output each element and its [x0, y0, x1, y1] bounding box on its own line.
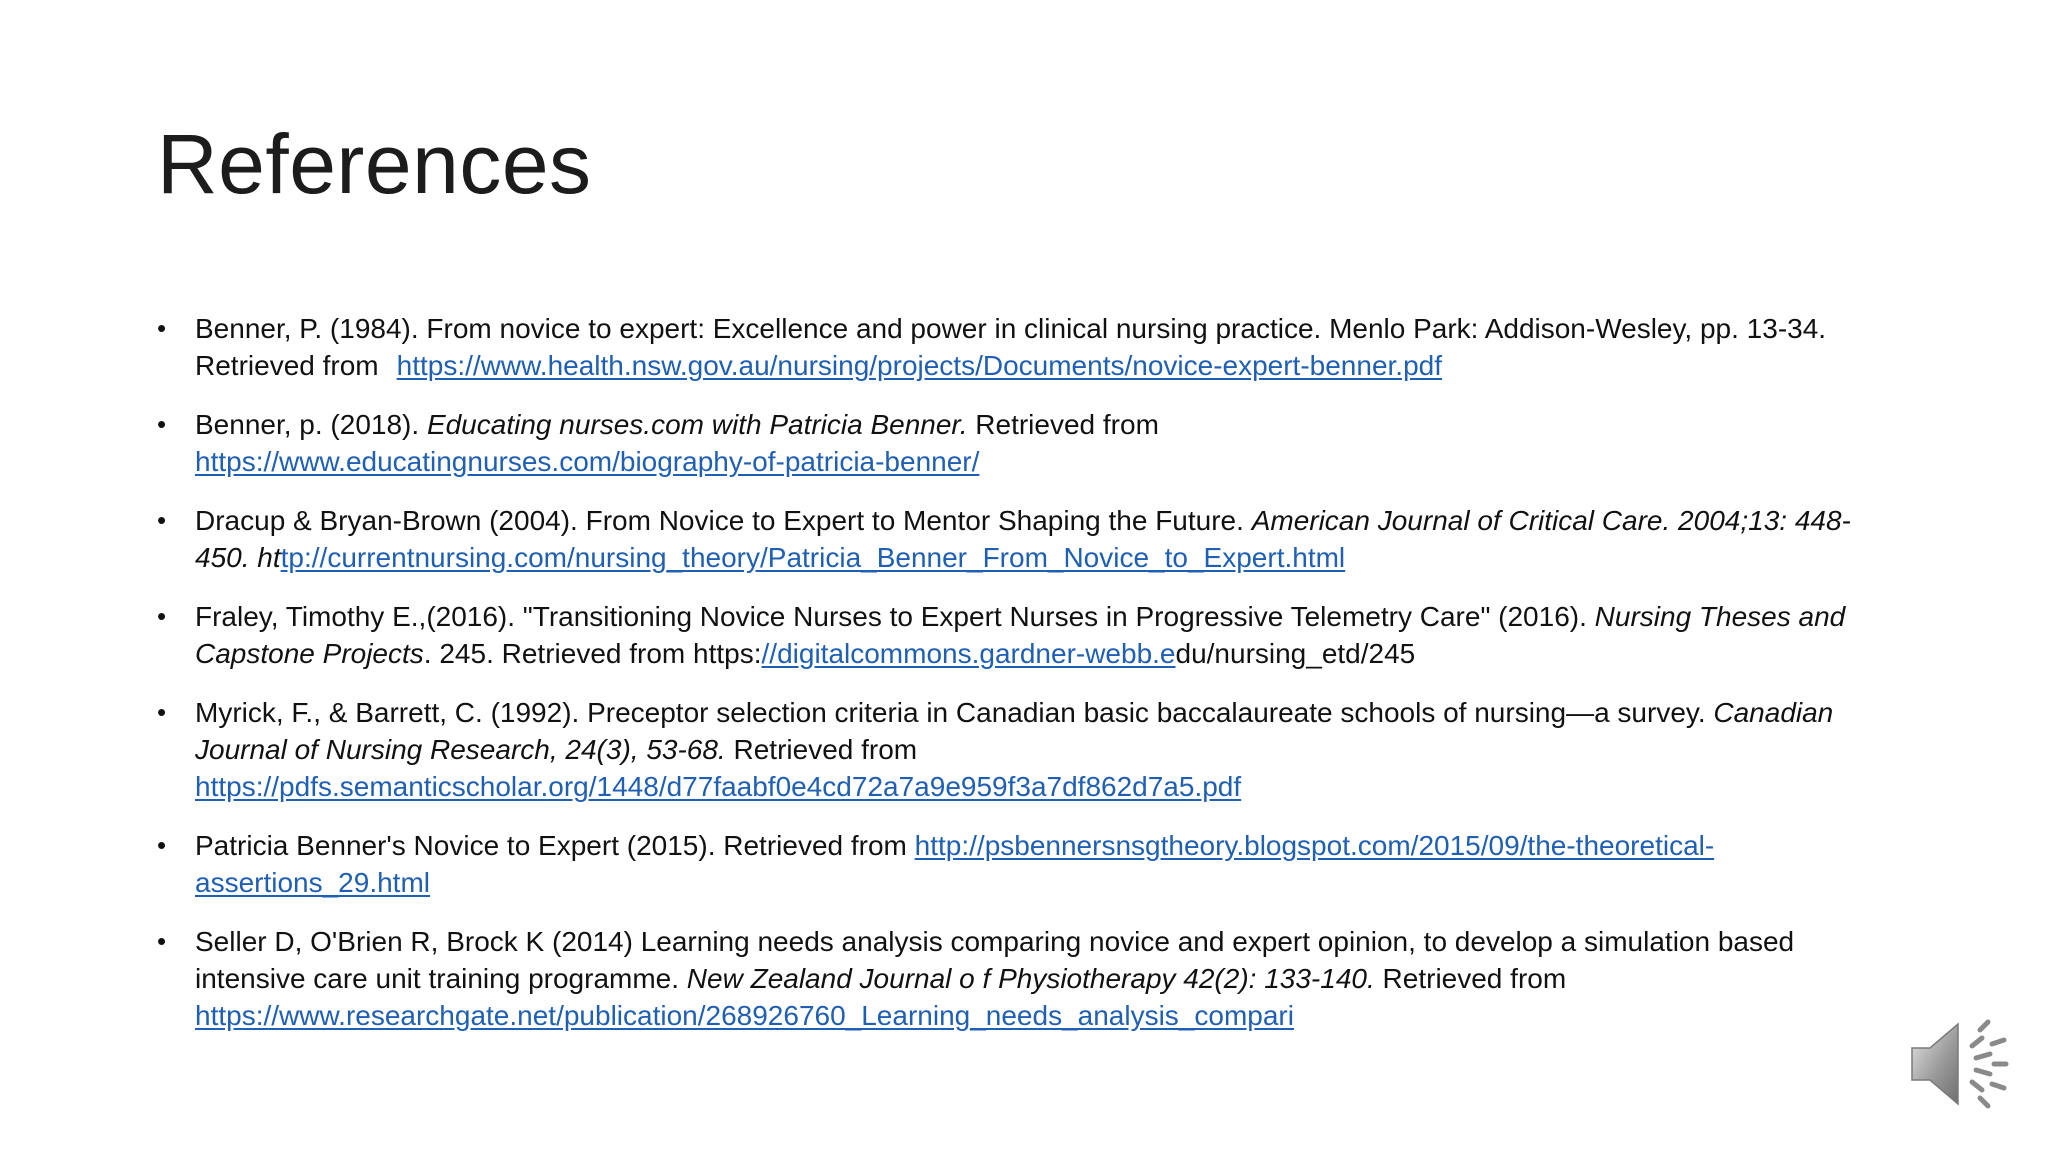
reference-text: Myrick, F., & Barrett, C. (1992). Preceptor selection criteria in Canadian basic baccalaureate schools of nursing—a survey.	[195, 697, 1714, 728]
reference-item-benner-2018	[157, 406, 1897, 480]
bullet-icon: •	[157, 830, 167, 860]
reference-text: Benner, p. (2018).	[195, 409, 427, 440]
reference-text: Fraley, Timothy E.,(2016). "Transitioning Novice Nurses to Expert Nurses in Progressive Telemetry Care" (2016).	[195, 601, 1595, 632]
bullet-icon: •	[157, 409, 167, 439]
reference-item-fraley-2016	[157, 598, 1897, 672]
reference-item-benner-2015	[157, 827, 1897, 901]
audio-speaker-button[interactable]	[1906, 1016, 2010, 1112]
reference-link[interactable]: https://www.health.nsw.gov.au/nursing/projects/Documents/novice-expert-benner.pdf	[396, 350, 1443, 381]
reference-italic-text: Educating nurses.com with Patricia Benner.	[426, 409, 968, 440]
reference-link[interactable]: http://psbennersnsgtheory.blogspot.com/2015/09/the-theoretical-assertions_29.html	[195, 830, 1715, 898]
bullet-icon: •	[157, 697, 167, 727]
reference-link[interactable]: https://www.researchgate.net/publication/268926760_Learning_needs_analysis_compari	[195, 1000, 1294, 1031]
reference-text: Benner, P. (1984). From novice to expert: Excellence and power in clinical nursing practice. Menlo Park: Addison-Wesley, pp. 13-34. Retrieved from	[195, 313, 1827, 381]
reference-link[interactable]: //digitalcommons.gardner-webb.e	[761, 638, 1176, 669]
reference-text-mid: Retrieved from	[725, 734, 918, 765]
reference-item-myrick-1992	[157, 694, 1897, 805]
reference-item-seller-2014	[157, 923, 1897, 1034]
reference-text: Dracup & Bryan-Brown (2004). From Novice to Expert to Mentor Shaping the Future.	[195, 505, 1252, 536]
reference-text-mid: Retrieved from	[967, 409, 1159, 440]
reference-text: Seller D, O'Brien R, Brock K (2014) Learning needs analysis comparing novice and expert opinion, to develop a simulation based intensive care unit training programme.	[195, 926, 1795, 994]
page-title: References	[157, 117, 592, 211]
reference-italic-text: American Journal of Critical Care. 2004;13: 448-450. ht	[195, 505, 1851, 573]
bullet-icon: •	[157, 601, 167, 631]
reference-text-mid: Retrieved from	[1374, 963, 1567, 994]
reference-link[interactable]: tp://currentnursing.com/nursing_theory/Patricia_Benner_From_Novice_to_Expert.html	[280, 542, 1346, 573]
bullet-icon: •	[157, 505, 167, 535]
reference-item-benner-1984	[157, 310, 1897, 384]
reference-item-dracup-2004	[157, 502, 1897, 576]
bullet-icon: •	[157, 926, 167, 956]
reference-italic-text: New Zealand Journal o f Physiotherapy 42(2): 133-140.	[686, 963, 1375, 994]
reference-link[interactable]: https://www.educatingnurses.com/biography-of-patricia-benner/	[195, 446, 980, 477]
reference-text-tail: du/nursing_etd/245	[1175, 638, 1416, 669]
reference-text: Patricia Benner's Novice to Expert (2015). Retrieved from	[195, 830, 915, 861]
reference-italic-text: Nursing Theses and Capstone Projects	[195, 601, 1846, 669]
bullet-icon: •	[157, 313, 167, 343]
references-list	[157, 310, 1897, 1056]
reference-link[interactable]: https://pdfs.semanticscholar.org/1448/d77faabf0e4cd72a7a9e959f3a7df862d7a5.pdf	[195, 771, 1242, 802]
reference-italic-text: Canadian Journal of Nursing Research, 24(3), 53-68.	[195, 697, 1834, 765]
reference-text-mid: . 245. Retrieved from https:	[423, 638, 762, 669]
speaker-icon	[1906, 1016, 2010, 1112]
